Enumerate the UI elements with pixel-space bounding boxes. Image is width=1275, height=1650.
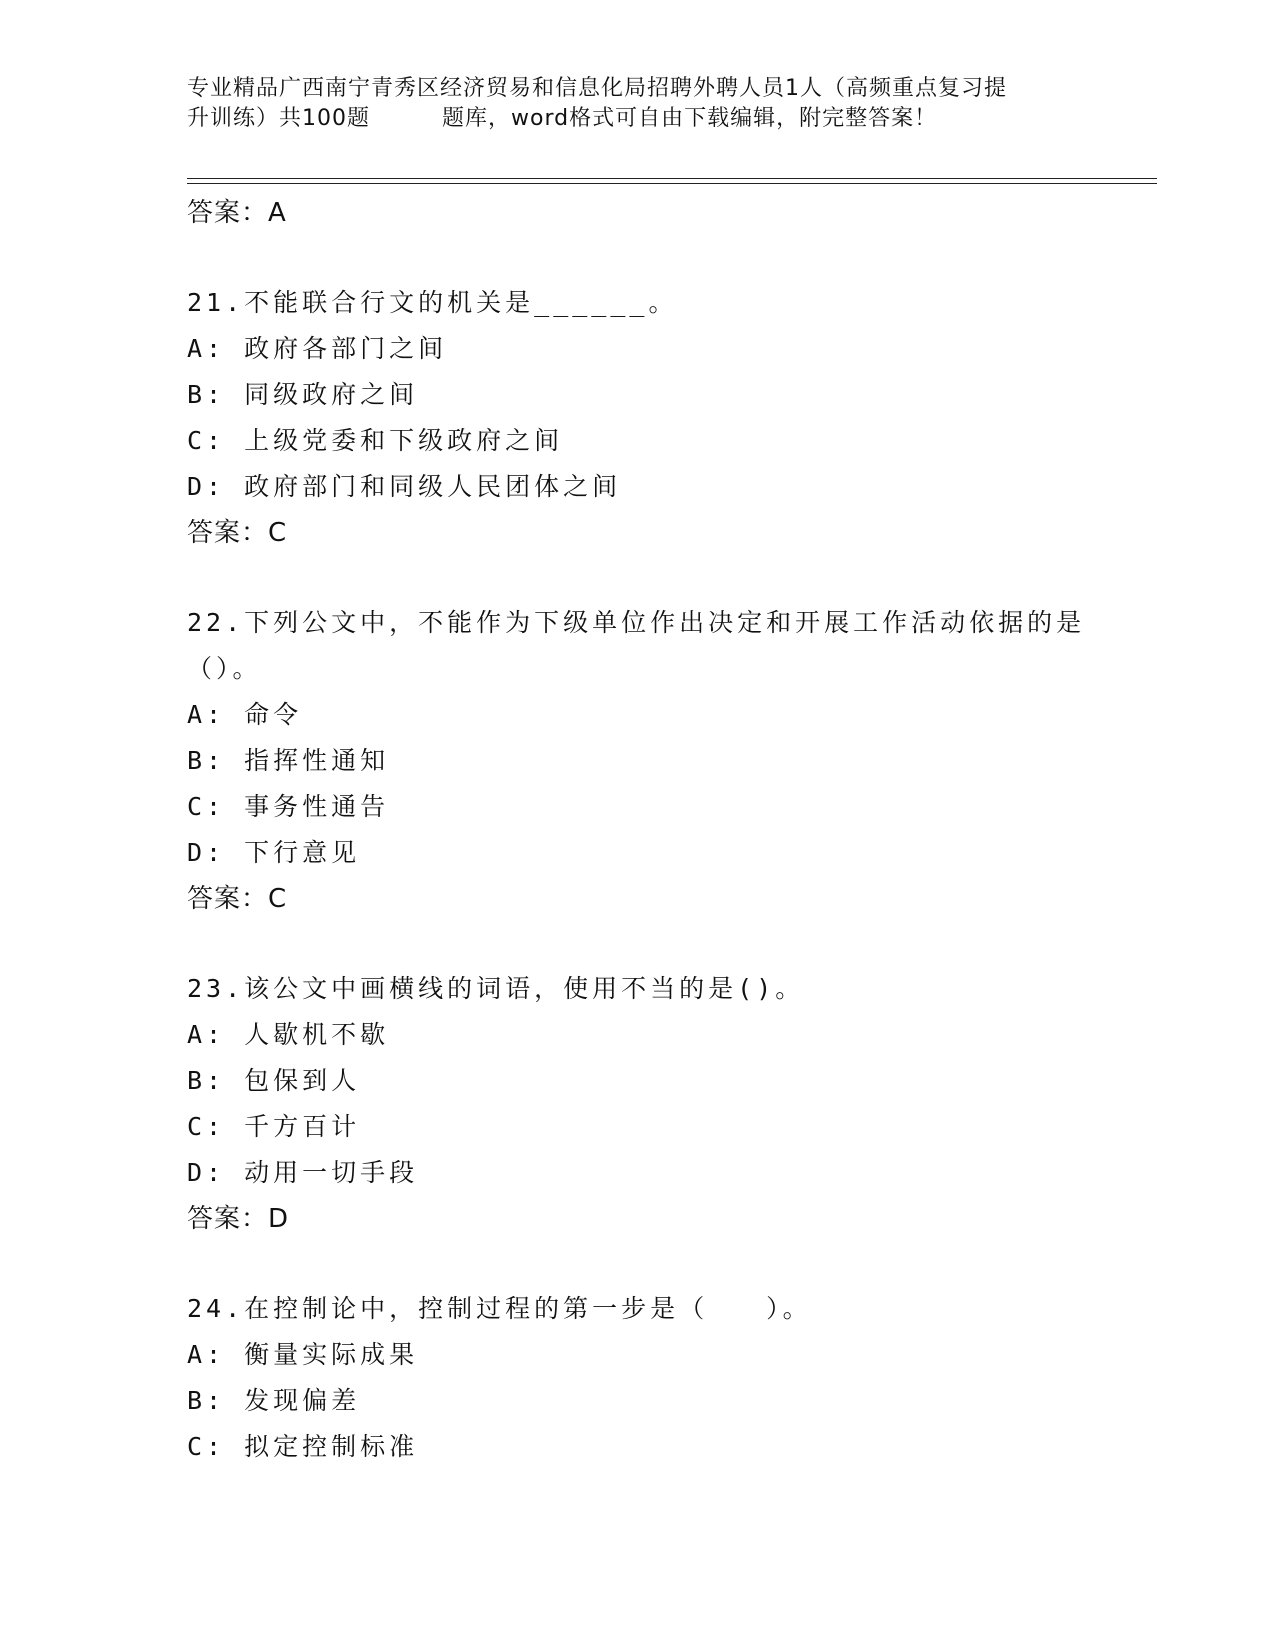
document-header	[187, 74, 1087, 134]
option-a: A: 政府各部门之间	[187, 334, 448, 363]
question-stem-continued: （）。	[187, 654, 262, 683]
answer-line: 答案：C	[187, 884, 288, 914]
option-d: D: 政府部门和同级人民团体之间	[187, 472, 622, 501]
header-title-line-2a: 升训练）共100题	[187, 106, 370, 131]
option-a: A: 衡量实际成果	[187, 1340, 419, 1369]
question-list	[187, 190, 1157, 1470]
option-c: C: 事务性通告	[187, 792, 390, 821]
answer-line: 答案：C	[187, 518, 288, 548]
option-b: B: 包保到人	[187, 1066, 361, 1095]
option-a: A: 人歇机不歇	[187, 1020, 390, 1049]
question-21	[187, 280, 1157, 556]
option-b: B: 指挥性通知	[187, 746, 390, 775]
option-a: A: 命令	[187, 700, 303, 729]
header-title-line-2b: 题库，word格式可自由下载编辑，附完整答案！	[442, 106, 938, 131]
question-stem: 21.不能联合行文的机关是______。	[187, 288, 678, 317]
option-c: C: 千方百计	[187, 1112, 361, 1141]
header-divider-bottom	[187, 183, 1157, 184]
option-b: B: 同级政府之间	[187, 380, 419, 409]
question-stem: 22.下列公文中，不能作为下级单位作出决定和开展工作活动依据的是	[187, 608, 1086, 637]
header-title-line-2	[187, 104, 1087, 134]
option-d: D: 下行意见	[187, 838, 361, 867]
answer-line: 答案：A	[187, 198, 287, 228]
option-d: D: 动用一切手段	[187, 1158, 419, 1187]
question-22	[187, 600, 1157, 922]
option-c: C: 上级党委和下级政府之间	[187, 426, 564, 455]
header-divider-top	[187, 178, 1157, 179]
question-23	[187, 966, 1157, 1242]
option-b: B: 发现偏差	[187, 1386, 361, 1415]
question-stem: 24.在控制论中，控制过程的第一步是（ ）。	[187, 1294, 812, 1323]
answer-line: 答案：D	[187, 1204, 290, 1234]
question-stem: 23.该公文中画横线的词语，使用不当的是()。	[187, 974, 805, 1003]
header-title-line-1: 专业精品广西南宁青秀区经济贸易和信息化局招聘外聘人员1人（高频重点复习提	[187, 76, 1007, 101]
option-c: C: 拟定控制标准	[187, 1432, 419, 1461]
question-24	[187, 1286, 1157, 1470]
